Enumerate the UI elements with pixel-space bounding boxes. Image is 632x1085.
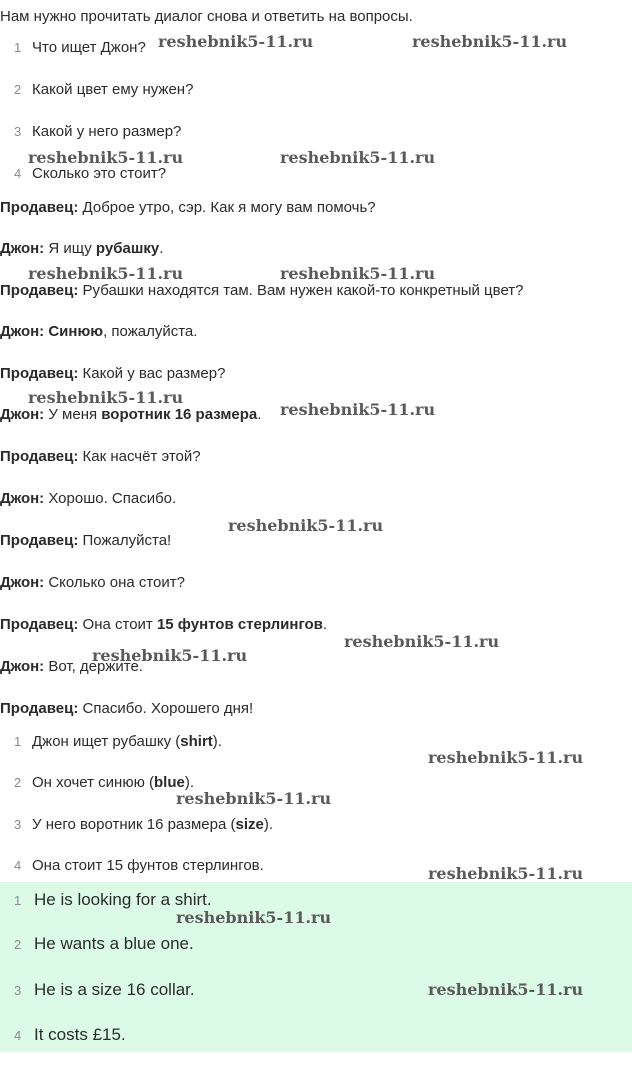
speaker: Продавец: bbox=[0, 448, 79, 465]
speaker: Продавец: bbox=[0, 199, 79, 216]
ru-answer-item bbox=[14, 732, 222, 752]
ru-answer-item bbox=[14, 773, 194, 793]
line-text-end: . bbox=[159, 240, 164, 257]
dialogue-line bbox=[0, 364, 225, 384]
dialogue-line bbox=[0, 489, 176, 509]
dialogue-line bbox=[0, 239, 163, 259]
watermark: reshebnik5-11.ru bbox=[228, 516, 384, 535]
question-text: Сколько это стоит? bbox=[32, 165, 167, 182]
line-emphasis: рубашку bbox=[95, 240, 160, 257]
intro-text: Нам нужно прочитать диалог снова и ответить на вопросы. bbox=[0, 8, 413, 25]
answer-text: He is looking for a shirt. bbox=[34, 890, 212, 909]
question-item bbox=[14, 80, 193, 100]
en-answer-item bbox=[14, 1024, 126, 1046]
watermark: reshebnik5-11.ru bbox=[92, 646, 248, 665]
answer-text: It costs £15. bbox=[34, 1025, 126, 1044]
speaker: Джон: bbox=[0, 574, 45, 591]
speaker: Продавец: bbox=[0, 616, 79, 633]
answer-number: 4 bbox=[14, 858, 22, 873]
question-number: 1 bbox=[14, 40, 22, 55]
question-item bbox=[14, 164, 166, 184]
speaker: Джон: bbox=[0, 240, 45, 257]
answer-number: 3 bbox=[14, 983, 22, 998]
dialogue-line bbox=[0, 615, 327, 635]
watermark: reshebnik5-11.ru bbox=[280, 148, 436, 167]
watermark: reshebnik5-11.ru bbox=[176, 908, 332, 927]
answer-number: 1 bbox=[14, 734, 22, 749]
watermark: reshebnik5-11.ru bbox=[428, 980, 584, 999]
line-text: Она стоит bbox=[78, 616, 157, 633]
answer-emphasis: size bbox=[235, 816, 264, 833]
speaker: Продавец: bbox=[0, 700, 79, 717]
speaker: Джон: bbox=[0, 406, 45, 423]
answer-number: 2 bbox=[14, 775, 22, 790]
line-text: Как насчёт этой? bbox=[78, 448, 201, 465]
question-text: Что ищет Джон? bbox=[32, 39, 146, 56]
line-text: Вот, держите. bbox=[44, 658, 143, 675]
en-answer-item bbox=[14, 933, 194, 955]
answer-emphasis: blue bbox=[154, 774, 185, 791]
line-text: Какой у вас размер? bbox=[78, 365, 226, 382]
watermark: reshebnik5-11.ru bbox=[158, 32, 314, 51]
dialogue-line bbox=[0, 531, 171, 551]
answer-text: Она стоит 15 фунтов стерлингов. bbox=[32, 857, 264, 874]
answer-text-end: ). bbox=[263, 816, 274, 833]
en-answer-item bbox=[14, 979, 195, 1001]
answer-text: He wants a blue one. bbox=[34, 934, 194, 953]
watermark: reshebnik5-11.ru bbox=[412, 32, 568, 51]
line-text: Пожалуйста! bbox=[78, 532, 172, 549]
speaker: Джон: bbox=[0, 658, 45, 675]
answer-emphasis: shirt bbox=[180, 733, 213, 750]
line-text: Рубашки находятся там. Вам нужен какой-то конкретный цвет? bbox=[78, 282, 524, 299]
question-item bbox=[14, 38, 146, 58]
line-text: Я ищу bbox=[44, 240, 96, 257]
watermark: reshebnik5-11.ru bbox=[28, 148, 184, 167]
answer-text: Джон ищет рубашку ( bbox=[32, 733, 181, 750]
dialogue-line bbox=[0, 573, 185, 593]
dialogue-line bbox=[0, 699, 253, 719]
line-text: Хорошо. Спасибо. bbox=[44, 490, 177, 507]
watermark: reshebnik5-11.ru bbox=[176, 789, 332, 808]
line-text-end: . bbox=[322, 616, 328, 633]
speaker: Джон: bbox=[0, 490, 45, 507]
watermark: reshebnik5-11.ru bbox=[280, 400, 436, 419]
line-text: У меня bbox=[44, 406, 102, 423]
answer-number: 1 bbox=[14, 893, 22, 908]
line-text: Спасибо. Хорошего дня! bbox=[78, 700, 254, 717]
answer-number: 4 bbox=[14, 1028, 22, 1043]
question-item bbox=[14, 122, 181, 142]
line-text-end: . bbox=[257, 406, 262, 423]
answer-text: He is a size 16 collar. bbox=[34, 980, 195, 999]
question-number: 2 bbox=[14, 82, 22, 97]
line-text: Сколько она стоит? bbox=[44, 574, 185, 591]
dialogue-line bbox=[0, 322, 197, 342]
answer-text-end: ). bbox=[184, 774, 195, 791]
watermark: reshebnik5-11.ru bbox=[344, 632, 500, 651]
question-number: 3 bbox=[14, 124, 22, 139]
dialogue-line bbox=[0, 198, 376, 218]
answer-text: Он хочет синюю ( bbox=[32, 774, 154, 791]
line-emphasis: воротник 16 размера bbox=[101, 406, 258, 423]
line-emphasis: Синюю bbox=[48, 323, 104, 340]
question-text: Какой у него размер? bbox=[32, 123, 182, 140]
answer-text: У него воротник 16 размера ( bbox=[32, 816, 236, 833]
line-text: Доброе утро, сэр. Как я могу вам помочь? bbox=[78, 199, 376, 216]
ru-answer-item bbox=[14, 815, 273, 835]
line-emphasis: 15 фунтов стерлингов bbox=[156, 616, 323, 633]
question-text: Какой цвет ему нужен? bbox=[32, 81, 194, 98]
speaker: Продавец: bbox=[0, 282, 79, 299]
answer-text-end: ). bbox=[212, 733, 222, 750]
watermark: reshebnik5-11.ru bbox=[428, 748, 584, 767]
answer-number: 3 bbox=[14, 817, 22, 832]
question-number: 4 bbox=[14, 166, 22, 181]
speaker: Продавец: bbox=[0, 365, 79, 382]
watermark: reshebnik5-11.ru bbox=[28, 264, 184, 283]
dialogue-line bbox=[0, 447, 201, 467]
dialogue-line bbox=[0, 405, 261, 425]
line-text-end: , пожалуйста. bbox=[103, 323, 198, 340]
speaker: Продавец: bbox=[0, 532, 79, 549]
dialogue-line bbox=[0, 281, 524, 301]
answer-number: 2 bbox=[14, 937, 22, 952]
watermark: reshebnik5-11.ru bbox=[428, 864, 584, 883]
ru-answer-item bbox=[14, 856, 264, 876]
watermark: reshebnik5-11.ru bbox=[280, 264, 436, 283]
speaker: Джон: bbox=[0, 323, 45, 340]
watermark: reshebnik5-11.ru bbox=[28, 388, 184, 407]
